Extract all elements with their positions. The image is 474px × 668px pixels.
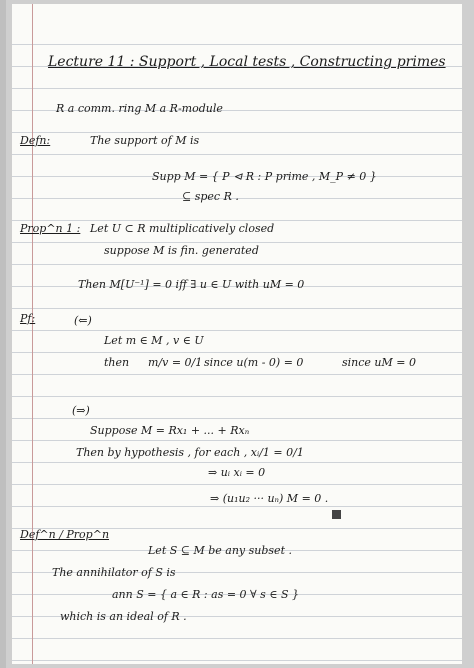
ruled-line xyxy=(12,418,462,419)
ruled-line xyxy=(12,132,462,133)
ruled-line xyxy=(12,374,462,375)
proof-suppose: Suppose M = Rx₁ + ... + Rxₙ xyxy=(90,424,250,437)
support-formula: Supp M = { P ⊲ R : P prime , M_P ≠ 0 } xyxy=(152,170,377,183)
ruled-line xyxy=(12,440,462,441)
ruled-line xyxy=(12,506,462,507)
definition-text: The support of M is xyxy=(90,134,200,147)
ruled-line xyxy=(12,264,462,265)
ruled-line xyxy=(12,462,462,463)
proof-implication-1: ⇒ uᵢ xᵢ = 0 xyxy=(208,466,266,479)
notebook-page xyxy=(12,4,462,664)
annihilator-text: The annihilator of S is xyxy=(52,566,176,579)
lecture-title: Lecture 11 : Support , Local tests , Constructing primes xyxy=(48,54,446,70)
binding-shadow xyxy=(0,0,6,668)
setup-line: R a comm. ring M a R-module xyxy=(56,102,223,115)
ruled-line xyxy=(12,88,462,89)
qed-box xyxy=(332,510,341,519)
definition-let: Let S ⊆ M be any subset . xyxy=(148,544,292,557)
proof-fraction: m/v = 0/1 xyxy=(148,356,203,369)
ruled-line xyxy=(12,352,462,353)
proof-let: Let m ∈ M , v ∈ U xyxy=(104,334,204,347)
proof-since-2: since uM = 0 xyxy=(342,356,416,369)
annihilator-formula: ann S = { a ∈ R : as = 0 ∀ s ∈ S } xyxy=(112,588,299,601)
proof-label: Pf: xyxy=(20,312,36,325)
ruled-line xyxy=(12,44,462,45)
ruled-line xyxy=(12,638,462,639)
ruled-line xyxy=(12,330,462,331)
definition-proposition-label: Def^n / Prop^n xyxy=(20,528,110,541)
proof-since-1: since u(m - 0) = 0 xyxy=(204,356,304,369)
proposition-statement: Then M[U⁻¹] = 0 iff ∃ u ∈ U with uM = 0 xyxy=(78,278,305,291)
ruled-line xyxy=(12,660,462,661)
ruled-line xyxy=(12,308,462,309)
proposition-text: Let U ⊂ R multiplicatively closed xyxy=(90,222,275,235)
proof-then: then xyxy=(104,356,130,369)
definition-label: Defn: xyxy=(20,134,51,147)
margin-line xyxy=(32,4,33,664)
ruled-line xyxy=(12,242,462,243)
proposition-label: Prop^n 1 : xyxy=(20,222,81,235)
proof-direction-left: (⇐) xyxy=(74,314,92,327)
proof-hypothesis: Then by hypothesis , for each , xᵢ/1 = 0/1 xyxy=(76,446,304,459)
annihilator-ideal: which is an ideal of R . xyxy=(60,610,187,623)
proof-implication-2: ⇒ (u₁u₂ ··· uₙ) M = 0 . xyxy=(210,492,329,505)
ruled-line xyxy=(12,154,462,155)
ruled-line xyxy=(12,484,462,485)
ruled-line xyxy=(12,396,462,397)
proposition-text-2: suppose M is fin. generated xyxy=(104,244,259,257)
ruled-line xyxy=(12,220,462,221)
proof-direction-right: (⇒) xyxy=(72,404,90,417)
support-subset: ⊆ spec R . xyxy=(182,190,239,203)
